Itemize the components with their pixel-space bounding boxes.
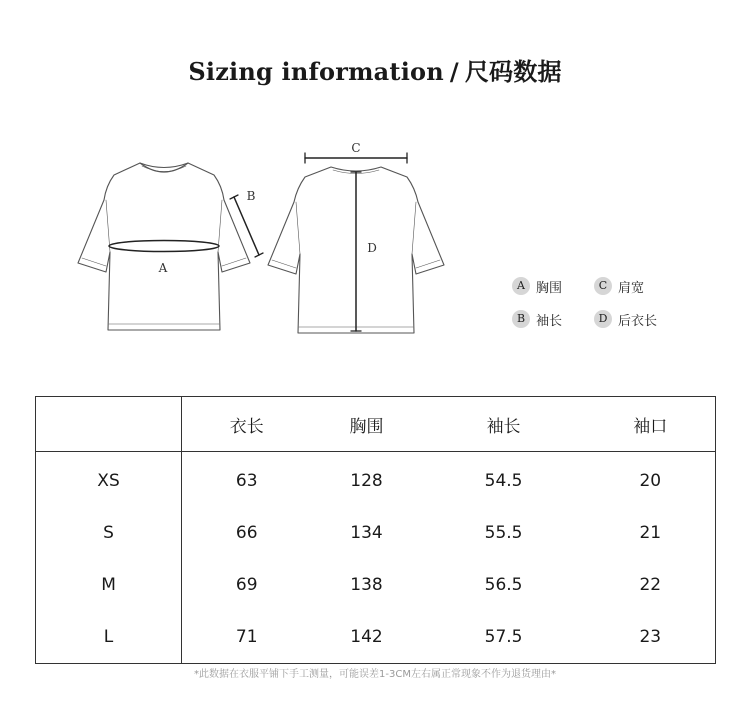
legend-item [594, 277, 676, 296]
measurement-legend [512, 276, 712, 342]
legend-badge: D [594, 310, 612, 328]
legend-badge: B [512, 310, 530, 328]
legend-row [512, 276, 712, 296]
legend-item [594, 310, 676, 329]
front-tshirt-drawing [78, 163, 263, 330]
table-cell: 63 [235, 471, 258, 491]
size-cell: L [36, 611, 182, 664]
table-cell: 142 [350, 627, 383, 647]
size-table [35, 396, 716, 664]
table-header-sleeve: 袖长 [422, 397, 586, 452]
table-cell: 21 [639, 523, 662, 543]
title-separator: / [449, 58, 459, 86]
table-header-chest: 胸围 [311, 397, 421, 452]
table-cell: 128 [350, 471, 383, 491]
label-d: D [367, 241, 377, 255]
legend-item [512, 277, 594, 296]
legend-label: 胸围 [536, 280, 563, 296]
table-header-corner [36, 397, 182, 452]
label-b: B [246, 189, 256, 203]
size-cell: XS [36, 452, 182, 508]
size-cell: S [36, 507, 182, 559]
table-cell: 54.5 [484, 471, 523, 491]
table-row [36, 611, 716, 664]
legend-label: 后衣长 [618, 313, 658, 329]
table-cell: 22 [639, 575, 662, 595]
table-cell: 23 [639, 627, 662, 647]
legend-label: 肩宽 [618, 280, 645, 296]
legend-label: 袖长 [536, 313, 563, 329]
size-cell: M [36, 559, 182, 611]
back-tshirt-drawing [268, 153, 444, 333]
table-cell: 71 [235, 627, 258, 647]
legend-badge: A [512, 277, 530, 295]
title-chinese: 尺码数据 [464, 58, 562, 86]
table-cell: 56.5 [484, 575, 523, 595]
legend-item [512, 310, 594, 329]
table-row [36, 452, 716, 508]
label-a: A [158, 261, 168, 275]
table-cell: 20 [639, 471, 662, 491]
table-cell: 134 [350, 523, 383, 543]
legend-row [512, 309, 712, 329]
table-cell: 69 [235, 575, 258, 595]
table-row [36, 507, 716, 559]
table-cell: 57.5 [484, 627, 523, 647]
table-cell: 55.5 [484, 523, 523, 543]
legend-badge: C [594, 277, 612, 295]
table-cell: 66 [235, 523, 258, 543]
measurement-disclaimer: *此数据在衣服平铺下手工测量，可能误差1-3CM左右属正常现象不作为退货理由* [194, 669, 556, 680]
label-c: C [351, 141, 361, 155]
table-row [36, 559, 716, 611]
table-header-length: 衣长 [182, 397, 312, 452]
table-header-row [36, 397, 716, 452]
table-cell: 138 [350, 575, 383, 595]
title-english: Sizing information [188, 57, 444, 86]
table-header-cuff: 袖口 [586, 397, 716, 452]
